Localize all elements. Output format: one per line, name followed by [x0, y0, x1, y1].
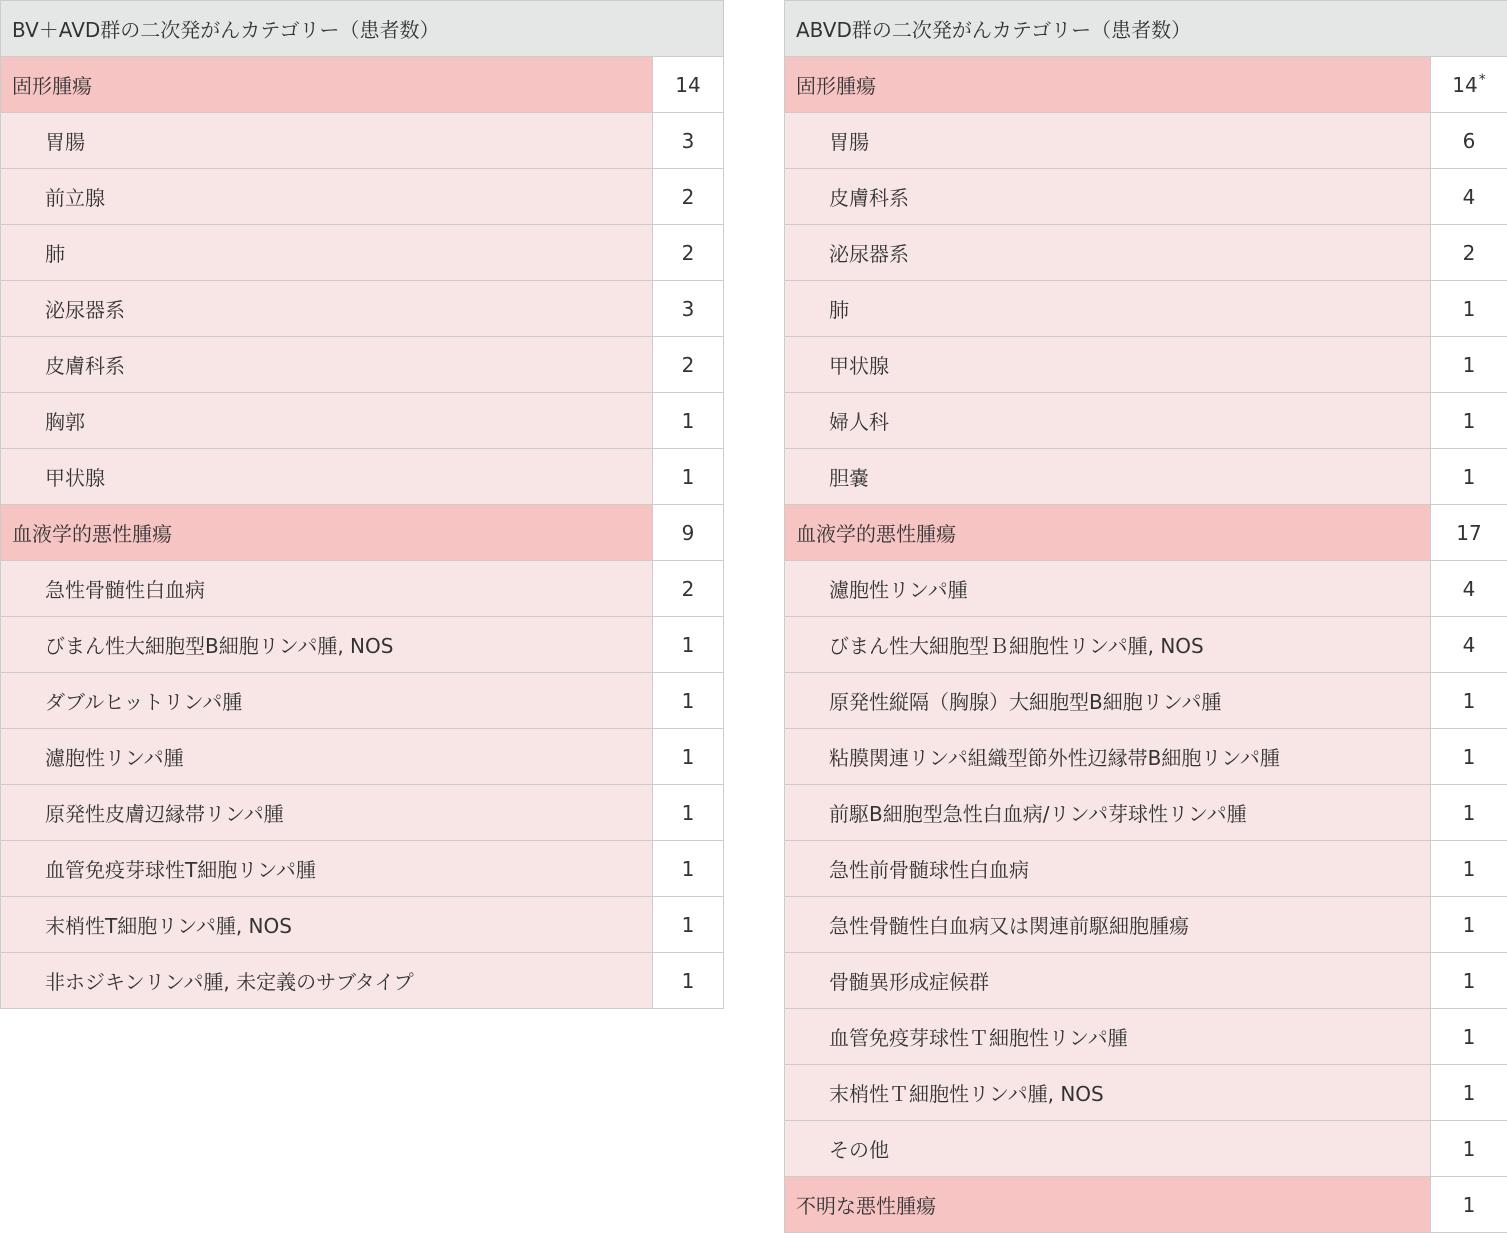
patient-count-cell [653, 953, 724, 1009]
patient-count: 1 [681, 688, 695, 713]
patient-count-cell [1431, 505, 1507, 561]
patient-count: 2 [1462, 240, 1476, 265]
subcategory-row [1, 617, 724, 673]
subcategory-label: 急性骨髄性白血病又は関連前駆細胞腫瘍 [785, 897, 1431, 953]
subcategory-row [785, 393, 1507, 449]
patient-count: 1 [1462, 464, 1476, 489]
subcategory-row [785, 841, 1507, 897]
patient-count: 1 [681, 464, 695, 489]
subcategory-label: 胆嚢 [785, 449, 1431, 505]
patient-count: 1 [681, 856, 695, 881]
patient-count-cell [653, 785, 724, 841]
subcategory-row [785, 1121, 1507, 1177]
patient-count: 1 [681, 800, 695, 825]
footnote-marker: * [1478, 71, 1486, 88]
patient-count: 1 [1462, 352, 1476, 377]
subcategory-label: 泌尿器系 [785, 225, 1431, 281]
abvd-category-table [784, 0, 1507, 1233]
patient-count: 1 [1462, 1024, 1476, 1049]
subcategory-row [1, 841, 724, 897]
patient-count-cell [1431, 281, 1507, 337]
subcategory-row [785, 281, 1507, 337]
patient-count-cell [1431, 953, 1507, 1009]
patient-count: 4 [1462, 184, 1476, 209]
subcategory-label: 骨髄異形成症候群 [785, 953, 1431, 1009]
table-header-row [1, 1, 724, 57]
subcategory-label: びまん性大細胞型B細胞リンパ腫, NOS [1, 617, 653, 673]
patient-count: 6 [1462, 128, 1476, 153]
category-row [785, 1177, 1507, 1233]
patient-count: 1 [1462, 1192, 1476, 1217]
subcategory-label: 原発性皮膚辺縁帯リンパ腫 [1, 785, 653, 841]
subcategory-label: 急性前骨髄球性白血病 [785, 841, 1431, 897]
category-label: 血液学的悪性腫瘍 [785, 505, 1431, 561]
patient-count: 2 [681, 184, 695, 209]
subcategory-label: 甲状腺 [785, 337, 1431, 393]
patient-count: 1 [681, 968, 695, 993]
subcategory-row [1, 785, 724, 841]
subcategory-row [1, 897, 724, 953]
patient-count-cell [1431, 673, 1507, 729]
subcategory-label: 肺 [785, 281, 1431, 337]
patient-count: 2 [681, 240, 695, 265]
patient-count-cell [1431, 841, 1507, 897]
subcategory-label: 血管免疫芽球性Ｔ細胞性リンパ腫 [785, 1009, 1431, 1065]
subcategory-label: 末梢性T細胞リンパ腫, NOS [1, 897, 653, 953]
subcategory-row [785, 225, 1507, 281]
patient-count-cell [653, 393, 724, 449]
patient-count: 3 [681, 296, 695, 321]
subcategory-label: ダブルヒットリンパ腫 [1, 673, 653, 729]
subcategory-label: 皮膚科系 [1, 337, 653, 393]
patient-count-cell [1431, 337, 1507, 393]
patient-count: 1 [1462, 1080, 1476, 1105]
subcategory-row [785, 169, 1507, 225]
subcategory-row [785, 897, 1507, 953]
subcategory-label: 血管免疫芽球性T細胞リンパ腫 [1, 841, 653, 897]
subcategory-label: 甲状腺 [1, 449, 653, 505]
patient-count-cell [1431, 1065, 1507, 1121]
subcategory-label: 婦人科 [785, 393, 1431, 449]
patient-count-cell [653, 337, 724, 393]
patient-count-cell [1431, 113, 1507, 169]
patient-count-cell [1431, 1121, 1507, 1177]
subcategory-label: 胃腸 [785, 113, 1431, 169]
subcategory-label: 濾胞性リンパ腫 [785, 561, 1431, 617]
table-header: BV＋AVD群の二次発がんカテゴリー（患者数） [1, 1, 724, 57]
patient-count: 4 [1462, 632, 1476, 657]
subcategory-label: 濾胞性リンパ腫 [1, 729, 653, 785]
patient-count-cell [653, 225, 724, 281]
subcategory-label: その他 [785, 1121, 1431, 1177]
subcategory-label: 肺 [1, 225, 653, 281]
patient-count-cell [1431, 57, 1507, 113]
table-body [785, 57, 1507, 1233]
subcategory-row [785, 785, 1507, 841]
subcategory-row [1, 113, 724, 169]
patient-count: 1 [1462, 968, 1476, 993]
patient-count-cell [653, 449, 724, 505]
patient-count-cell [653, 57, 724, 113]
patient-count-cell [1431, 393, 1507, 449]
category-row [785, 57, 1507, 113]
subcategory-label: 泌尿器系 [1, 281, 653, 337]
subcategory-row [785, 561, 1507, 617]
patient-count-cell [653, 113, 724, 169]
patient-count-cell [1431, 785, 1507, 841]
patient-count-cell [653, 673, 724, 729]
category-row [785, 505, 1507, 561]
patient-count: 2 [681, 576, 695, 601]
subcategory-row [785, 449, 1507, 505]
subcategory-label: 胸郭 [1, 393, 653, 449]
patient-count-cell [653, 281, 724, 337]
patient-count: 1 [681, 744, 695, 769]
patient-count: 9 [681, 520, 695, 545]
patient-count: 1 [1462, 408, 1476, 433]
patient-count: 1 [1462, 856, 1476, 881]
patient-count-cell [1431, 729, 1507, 785]
subcategory-row [785, 953, 1507, 1009]
patient-count: 14 [675, 72, 701, 97]
patient-count: 1 [681, 408, 695, 433]
patient-count-cell [1431, 169, 1507, 225]
patient-count-cell [653, 561, 724, 617]
patient-count: 1 [1462, 744, 1476, 769]
patient-count: 17 [1456, 520, 1482, 545]
patient-count: 2 [681, 352, 695, 377]
subcategory-label: 末梢性Ｔ細胞性リンパ腫, NOS [785, 1065, 1431, 1121]
patient-count-cell [1431, 449, 1507, 505]
patient-count: 4 [1462, 576, 1476, 601]
subcategory-row [1, 953, 724, 1009]
subcategory-row [785, 113, 1507, 169]
patient-count-cell [653, 617, 724, 673]
category-row [1, 57, 724, 113]
patient-count: 1 [1462, 688, 1476, 713]
patient-count: 1 [1462, 296, 1476, 321]
subcategory-row [785, 617, 1507, 673]
subcategory-row [785, 337, 1507, 393]
patient-count-cell [1431, 617, 1507, 673]
patient-count-cell [653, 505, 724, 561]
patient-count: 14 [1452, 72, 1478, 97]
patient-count-cell [1431, 1177, 1507, 1233]
subcategory-row [785, 673, 1507, 729]
patient-count-cell [653, 169, 724, 225]
table-header: ABVD群の二次発がんカテゴリー（患者数） [785, 1, 1507, 57]
subcategory-row [1, 281, 724, 337]
patient-count-cell [653, 841, 724, 897]
subcategory-label: 非ホジキンリンパ腫, 未定義のサブタイプ [1, 953, 653, 1009]
category-label: 固形腫瘍 [785, 57, 1431, 113]
subcategory-row [1, 225, 724, 281]
subcategory-row [785, 1009, 1507, 1065]
patient-count: 3 [681, 128, 695, 153]
patient-count: 1 [1462, 1136, 1476, 1161]
subcategory-label: 急性骨髄性白血病 [1, 561, 653, 617]
patient-count: 1 [1462, 800, 1476, 825]
patient-count: 1 [681, 912, 695, 937]
subcategory-label: 粘膜関連リンパ組織型節外性辺縁帯B細胞リンパ腫 [785, 729, 1431, 785]
table-body [1, 57, 724, 1009]
subcategory-row [1, 393, 724, 449]
subcategory-row [1, 561, 724, 617]
patient-count-cell [1431, 1009, 1507, 1065]
subcategory-label: 胃腸 [1, 113, 653, 169]
table-header-row [785, 1, 1507, 57]
patient-count-cell [1431, 561, 1507, 617]
category-row [1, 505, 724, 561]
subcategory-label: 前立腺 [1, 169, 653, 225]
subcategory-row [1, 729, 724, 785]
subcategory-row [785, 1065, 1507, 1121]
patient-count-cell [653, 897, 724, 953]
patient-count-cell [653, 729, 724, 785]
patient-count: 1 [1462, 912, 1476, 937]
category-label: 血液学的悪性腫瘍 [1, 505, 653, 561]
patient-count-cell [1431, 897, 1507, 953]
subcategory-label: 原発性縦隔（胸腺）大細胞型B細胞リンパ腫 [785, 673, 1431, 729]
subcategory-label: びまん性大細胞型Ｂ細胞性リンパ腫, NOS [785, 617, 1431, 673]
patient-count: 1 [681, 632, 695, 657]
category-label: 不明な悪性腫瘍 [785, 1177, 1431, 1233]
subcategory-label: 前駆B細胞型急性白血病/リンパ芽球性リンパ腫 [785, 785, 1431, 841]
subcategory-label: 皮膚科系 [785, 169, 1431, 225]
bv-avd-category-table [0, 0, 724, 1009]
subcategory-row [1, 673, 724, 729]
patient-count-cell [1431, 225, 1507, 281]
subcategory-row [1, 337, 724, 393]
subcategory-row [1, 449, 724, 505]
category-label: 固形腫瘍 [1, 57, 653, 113]
subcategory-row [1, 169, 724, 225]
subcategory-row [785, 729, 1507, 785]
